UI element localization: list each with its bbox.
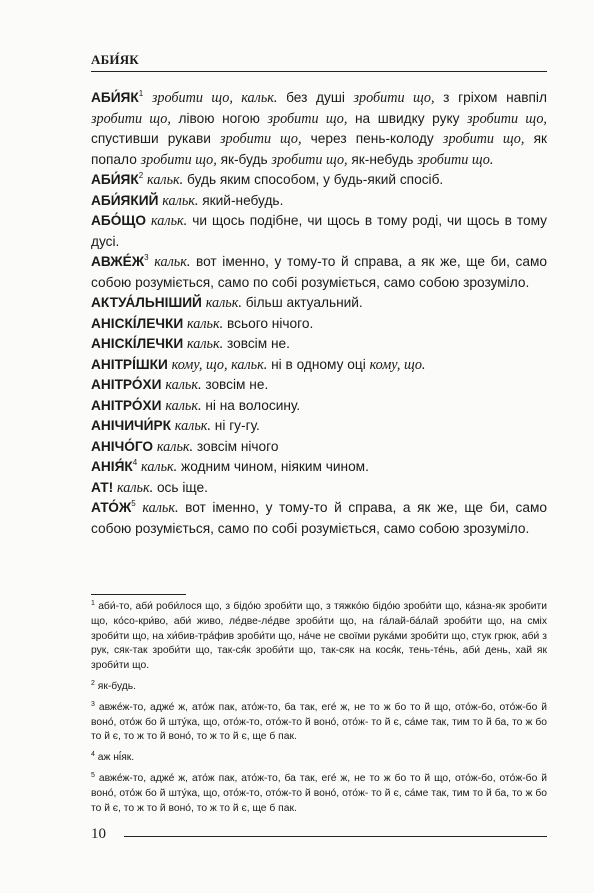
usage-label: кальк. [174,418,211,434]
entry-headword: АВЖЕ́Ж [91,254,145,269]
entry-text: на швидку руку [347,110,468,126]
usage-label: зробити що, [353,90,435,106]
entry-headword: АКТУА́ЛЬНІШИЙ [91,295,202,310]
footnote [91,701,547,745]
usage-label: кальк. [162,192,199,209]
entry-text: ні в одному оці [267,356,370,372]
entry-text: більш актуальний. [241,295,363,310]
entry-headword: АБИ́ЯКИЙ [91,192,159,208]
dictionary-entry [91,375,547,396]
dictionary-entry [91,437,547,458]
entry-headword: АБИ́ЯК [91,172,139,187]
usage-label: кальк. [141,459,178,475]
entry-text: як попало [91,131,547,167]
usage-label: зробити що, [267,110,348,127]
dictionary-entry [91,334,547,355]
dictionary-entry [91,478,547,499]
footer-rule [124,836,547,837]
usage-label: зробити що, [151,90,233,106]
usage-label: кальк. [116,479,154,496]
footnote-number: 1 [91,600,95,607]
dictionary-entry [91,252,547,293]
entry-headword: АНІСКІ́ЛЕЧКИ [91,315,184,331]
entry-text: як-небудь [347,151,418,167]
footnote [91,600,547,674]
dictionary-entry [91,396,547,417]
homonym-number: 4 [132,458,138,467]
entry-headword: АБИ́ЯК [91,90,139,105]
footnote-text: аби́-то, аби́ роби́лося що, з бідо́ю зроби́ти що, з тяжко́ю бідо́ю зроби́ти що, ка́зна-як зробити що, ко́со-кри́во, аби́ живо, ле́две-ле́две зроби́ти що, на га́лай-ба́лай зроби́ти що, на сміх зроби́ти що, на хи́бив-тра́фив зроби́ти що, на́че не своїми рука́ми зроби́ти що, стук грюк, аби́ з рук, сяк-так зроби́ти що, так-ся́к зроби́ти що, так-сяк на кося́к, тень-те́нь, аби́ день, хай як зроби́ти що. [91,601,547,672]
dictionary-entry [91,88,547,170]
usage-label: кальк. [151,213,188,229]
footnote-number: 4 [91,751,95,759]
entry-text: як-будь [216,151,272,167]
homonym-number: 3 [144,253,149,262]
footnote [91,680,547,695]
usage-label: кальк. [156,438,194,455]
usage-label: кальк. [165,377,202,393]
footnote-number: 2 [91,679,95,687]
entry-headword: АБО́ЩО [91,213,146,228]
entry-text: всього нічого. [223,315,314,331]
usage-label: кальк. [232,90,278,106]
entry-text: зовсім нічого [193,438,279,454]
entry-headword: АНІЧО́ГО [91,438,154,454]
entry-text: зовсім не. [223,336,290,351]
entry-text: будь яким способом, у будь-який спосіб. [183,172,444,187]
dictionary-entry [91,211,547,252]
dictionary-entries [91,88,547,539]
entry-text: ось іще. [153,479,208,495]
usage-label: зробити що, [442,131,525,147]
entry-headword: АНІТРО́ХИ [91,397,162,413]
entry-text [143,90,152,105]
entry-text: спустивши рукави [91,131,221,146]
usage-label: кальк. [165,397,202,414]
dictionary-entry [91,314,547,335]
usage-label: зробити що, [140,151,217,168]
footnote-text: авже́ж-то, адже́ ж, ато́ж пак, ато́ж-то, ба так, еге́ ж, не то ж бо то й що, ото́ж-бо, ото́ж-бо й воно́, ото́ж бо й шту́ка, що, ото́ж-то, ото́ж-то й воно́, ото́ж- то й є, са́ме так, тим то й ба, то ж бо то й є, то ж то й воно́, то ж то й є, ще б пак. [91,701,547,743]
entry-text: ні гу-гу. [210,418,260,433]
footnotes [91,600,547,822]
entry-headword: АТ! [91,479,114,495]
usage-label: зробити що, [467,110,547,127]
page-number: 10 [91,826,106,842]
usage-label: зробити що, [91,110,171,127]
dictionary-entry [91,355,547,376]
entry-text: вот іменно, у тому-то й справа, а як же, ще би, само собою розуміється, само по собі розуміється, само собою зрозуміло. [91,500,547,536]
footnote-number: 3 [91,700,95,708]
footnote-text: авже́ж-то, адже́ ж, ато́ж пак, ато́ж-то, ба так, еге́ ж, не то ж бо то й що, ото́ж-бо, ото́ж-бо й воно́, ото́ж бо й шту́ка, що, ото́ж-то, ото́ж-то й воно́, ото́ж- то й є, са́ме так, тим то й ба, то ж бо то й є, то ж то й воно́, то ж то й є, ще б пак. [91,772,547,814]
entry-text: без душі [277,90,354,105]
homonym-number: 2 [138,171,144,180]
entry-headword: АНІЯ́К [91,459,133,474]
dictionary-entry [91,457,547,478]
usage-label: зробити що, [271,151,348,168]
entry-text: який-небудь. [198,192,284,208]
usage-label: зробити що. [417,151,494,168]
entry-text: ні на волосину. [201,397,301,413]
footnote-text: як-будь. [94,680,136,692]
entry-text: вот іменно, у тому-то й справа, а як же, ще би, само собою розуміється, само по собі розуміється, само собою зрозуміло. [91,254,547,290]
homonym-number: 1 [138,89,144,98]
entry-text: через пень-колоду [301,131,443,146]
usage-label: кальк. [186,315,224,332]
footnote [91,751,547,766]
entry-headword: АНІЧИЧИ́РК [91,418,171,433]
running-head: АБИ́ЯК [91,52,139,67]
usage-label: кому, що. [369,356,426,373]
entry-text: чи щось подібне, чи щось в тому роді, чи щось в тому дусі. [91,213,547,249]
dictionary-entry [91,416,547,437]
dictionary-entry [91,293,547,314]
homonym-number: 5 [131,499,136,508]
footnote [91,772,547,816]
dictionary-entry [91,498,547,539]
entry-text: жодним чином, ніяким чином. [177,459,369,474]
entry-headword: АТО́Ж [91,500,132,515]
entry-text: зовсім не. [201,377,269,392]
usage-label: кому, що, кальк. [171,356,268,373]
entry-headword: АНІТРІ́ШКИ [91,356,168,372]
header-rule [91,71,547,72]
entry-headword: АНІСКІ́ЛЕЧКИ [91,336,184,351]
footnote-text: аж ні́як. [94,752,135,764]
usage-label: кальк. [186,336,224,352]
usage-label: кальк. [142,500,179,516]
usage-label: зробити що, [220,131,302,147]
footnote-number: 5 [91,771,95,779]
entry-text: лівою ногою [170,110,268,126]
footnote-separator [91,594,186,595]
entry-headword: АНІТРО́ХИ [91,377,162,392]
usage-label: кальк. [154,254,191,270]
dictionary-entry [91,191,547,212]
usage-label: кальк. [205,295,242,311]
usage-label: кальк. [147,172,184,188]
dictionary-entry [91,170,547,191]
entry-text: з гріхом навпіл [434,90,547,105]
